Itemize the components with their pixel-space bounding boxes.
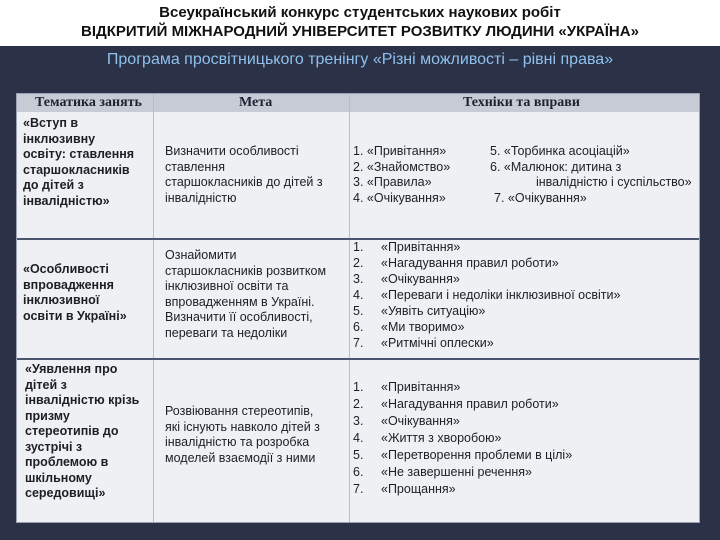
row-goal: [165, 404, 347, 466]
row-topic: [23, 262, 151, 324]
program-table: [16, 93, 700, 523]
technique-text: «Не завершенні речення»: [381, 465, 533, 479]
goal-line: Визначити особливості: [165, 144, 299, 158]
technique-text: «Переваги і недоліки інклюзивної освіти»: [381, 288, 621, 302]
topic-line: «Вступ в: [23, 116, 79, 130]
topic-line: освіту: ставлення: [23, 147, 135, 161]
technique-text: «Нагадування правил роботи»: [381, 397, 559, 411]
goal-line: які існують навколо дітей з: [165, 419, 320, 434]
technique-text: «Привітання»: [381, 240, 461, 254]
goal-line: старшокласників розвитком: [165, 263, 327, 278]
row-techniques: [353, 240, 697, 358]
contest-title: Всеукраїнський конкурс студентських наукових робіт: [159, 4, 561, 21]
technique-item: 4. «Очікування»: [353, 190, 446, 205]
header-techniques: Техніки та вправи: [463, 95, 580, 110]
row-goal: [165, 144, 347, 206]
technique-number: 6.: [353, 465, 364, 479]
technique-text: «Очікування»: [381, 414, 460, 428]
technique-number: 3.: [353, 414, 364, 428]
table-row: [17, 240, 699, 358]
goal-line: Ознайомити: [165, 248, 237, 262]
university-title: ВІДКРИТИЙ МІЖНАРОДНИЙ УНІВЕРСИТЕТ РОЗВИТКУ ЛЮДИНИ «УКРАЇНА»: [81, 23, 639, 40]
technique-number: 1.: [353, 240, 364, 254]
header-topic: Тематика занять: [35, 95, 142, 110]
topic-line: інвалідністю крізь: [25, 393, 140, 407]
technique-number: 5.: [353, 448, 364, 462]
header-goal: Мета: [239, 95, 273, 110]
training-subtitle: Програма просвітницького тренінгу «Різні можливості – рівні права»: [106, 51, 614, 68]
topic-line: зустрічі з: [25, 439, 83, 454]
technique-item: 3. «Правила»: [353, 175, 432, 189]
topic-line: дітей з: [25, 377, 67, 392]
technique-number: 7.: [353, 336, 364, 350]
topic-line: впровадження: [23, 277, 114, 292]
table-row: [17, 114, 699, 238]
technique-number: 6.: [353, 320, 364, 334]
technique-item: 2. «Знайомство»: [353, 159, 451, 174]
table-row: [17, 360, 699, 520]
technique-number: 4.: [353, 288, 364, 302]
goal-line: інвалідністю та розробка: [165, 435, 310, 449]
technique-number: 4.: [353, 431, 364, 445]
topic-line: «Особливості: [23, 262, 109, 276]
goal-line: Визначити її особливості,: [165, 310, 313, 324]
row-topic: [25, 362, 153, 502]
topic-line: стереотипів до: [25, 424, 119, 438]
topic-line: призму: [25, 408, 70, 423]
topic-line: освіти в Україні»: [23, 308, 127, 323]
title-band: [0, 0, 720, 46]
topic-line: інклюзивної: [23, 293, 100, 307]
technique-number: 2.: [353, 397, 364, 411]
topic-line: до дітей з: [23, 178, 84, 192]
row-techniques: [353, 380, 697, 500]
row-goal: [165, 248, 347, 341]
technique-item: 5. «Торбинка асоціацій»: [490, 144, 630, 158]
topic-line: середовищі»: [25, 486, 106, 500]
goal-line: ставлення: [165, 159, 225, 174]
technique-text: «Ритмічні оплески»: [381, 336, 494, 350]
goal-line: переваги та недоліки: [165, 325, 288, 340]
topic-line: інклюзивну: [23, 131, 96, 146]
goal-line: старшокласників до дітей з: [165, 175, 323, 189]
technique-number: 3.: [353, 272, 364, 286]
goal-line: Розвіювання стереотипів,: [165, 404, 314, 418]
technique-text: «Уявіть ситуацію»: [381, 304, 486, 318]
technique-item: 6. «Малюнок: дитина з: [490, 159, 622, 174]
topic-line: старшокласників: [23, 162, 130, 177]
technique-text: «Очікування»: [381, 272, 460, 286]
technique-number: 2.: [353, 256, 364, 270]
technique-text: «Перетворення проблеми в цілі»: [381, 448, 573, 462]
row-topic: [23, 116, 151, 209]
technique-text: «Нагадування правил роботи»: [381, 256, 559, 270]
table-header: [17, 94, 699, 112]
technique-item: 7. «Очікування»: [494, 190, 587, 205]
technique-number: 7.: [353, 482, 364, 496]
topic-line: шкільному: [25, 470, 92, 485]
goal-line: впровадженням в Україні.: [165, 294, 315, 309]
technique-number: 5.: [353, 304, 364, 318]
goal-line: інклюзивної освіти та: [165, 279, 289, 293]
topic-line: «Уявлення про: [25, 362, 118, 376]
technique-text: «Життя з хворобою»: [381, 431, 502, 445]
topic-line: інвалідністю»: [23, 193, 110, 208]
technique-text: «Привітання»: [381, 380, 461, 394]
topic-line: проблемою в: [25, 455, 109, 469]
technique-text: «Прощання»: [381, 482, 456, 496]
technique-number: 1.: [353, 380, 364, 394]
goal-line: моделей взаємодії з ними: [165, 450, 316, 465]
goal-line: інвалідністю: [165, 190, 237, 205]
technique-item: 1. «Привітання»: [353, 144, 447, 158]
technique-text: «Ми творимо»: [381, 320, 465, 334]
technique-item: інвалідністю і суспільство»: [536, 175, 692, 189]
